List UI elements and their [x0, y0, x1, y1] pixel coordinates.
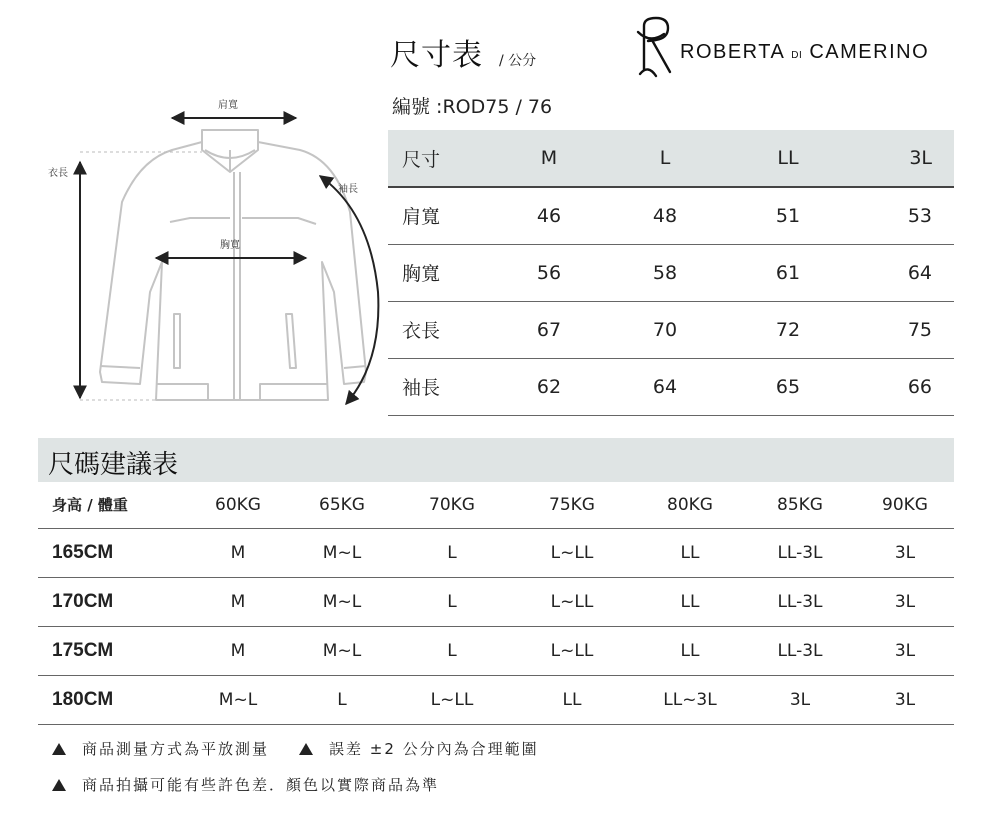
table-cell: L~LL [508, 626, 636, 675]
header-cell: M [506, 130, 592, 187]
table-row [38, 675, 954, 724]
table-cell: 46 [506, 187, 592, 244]
table-row [388, 244, 954, 301]
header-cell: 80KG [636, 482, 744, 528]
header-cell: 75KG [508, 482, 636, 528]
table-cell: M [188, 626, 288, 675]
table-cell: 3L [856, 675, 954, 724]
triangle-bullet-icon [52, 779, 66, 791]
table-cell: 48 [592, 187, 738, 244]
table-cell: 61 [738, 244, 838, 301]
header-cell: 85KG [744, 482, 856, 528]
row-label: 165CM [38, 528, 188, 577]
note-color: 商品拍攝可能有些許色差．顏色以實際商品為準 [82, 776, 440, 794]
table-cell: M~L [288, 626, 396, 675]
table-cell: 53 [838, 187, 954, 244]
header-cell: 3L [838, 130, 954, 187]
table-cell: 67 [506, 301, 592, 358]
brand-name [680, 41, 929, 64]
table-row [388, 301, 954, 358]
recommend-title: 尺碼建議表 [48, 450, 179, 480]
table-cell: LL [636, 528, 744, 577]
diagram-length-label: 衣長 [48, 168, 68, 179]
table-cell: 3L [856, 626, 954, 675]
header-cell: L [592, 130, 738, 187]
table-row [38, 528, 954, 577]
table-cell: LL-3L [744, 577, 856, 626]
table-cell: 65 [738, 358, 838, 415]
table-cell: L~LL [508, 577, 636, 626]
unit-label: / 公分 [499, 53, 537, 69]
table-cell: 64 [838, 244, 954, 301]
page-title-group [390, 30, 536, 74]
triangle-bullet-icon [52, 743, 66, 755]
row-label: 175CM [38, 626, 188, 675]
brand-name-a: ROBERTA [680, 41, 785, 63]
diagram-chest-label: 胸寬 [220, 240, 240, 251]
table-cell: 64 [592, 358, 738, 415]
header-cell: 身高 / 體重 [38, 482, 188, 528]
table-cell: LL [636, 577, 744, 626]
table-cell: L [396, 528, 508, 577]
table-row [38, 577, 954, 626]
table-cell: LL [636, 626, 744, 675]
table-cell: 51 [738, 187, 838, 244]
header-cell: 60KG [188, 482, 288, 528]
row-label: 衣長 [388, 301, 506, 358]
table-cell: 58 [592, 244, 738, 301]
table-cell: L [396, 577, 508, 626]
note-tolerance: 誤差 ±2 公分內為合理範圍 [329, 740, 539, 758]
row-label: 胸寬 [388, 244, 506, 301]
table-cell: LL~3L [636, 675, 744, 724]
diagram-sleeve-label: 袖長 [338, 184, 358, 195]
table-cell: 3L [856, 528, 954, 577]
note-measure: 商品測量方式為平放測量 [82, 740, 270, 758]
row-label: 180CM [38, 675, 188, 724]
table-cell: L~LL [508, 528, 636, 577]
table-cell: L [396, 626, 508, 675]
table-cell: M [188, 577, 288, 626]
size-table [388, 130, 954, 416]
header-cell: 90KG [856, 482, 954, 528]
table-cell: 62 [506, 358, 592, 415]
triangle-bullet-icon [299, 743, 313, 755]
header-cell: 70KG [396, 482, 508, 528]
diagram-shoulder-label: 肩寬 [218, 100, 238, 111]
table-cell: LL-3L [744, 626, 856, 675]
table-row [38, 626, 954, 675]
model-number: 編號 :ROD75 / 76 [392, 96, 553, 118]
table-row [388, 358, 954, 415]
table-cell: 66 [838, 358, 954, 415]
jacket-measurement-diagram [30, 92, 380, 422]
jacket-outline-icon [100, 130, 366, 400]
brand-name-b: CAMERINO [809, 41, 930, 63]
table-cell: M [188, 528, 288, 577]
table-cell: 3L [856, 577, 954, 626]
table-cell: 56 [506, 244, 592, 301]
table-cell: M~L [188, 675, 288, 724]
header-cell: 65KG [288, 482, 396, 528]
row-label: 肩寬 [388, 187, 506, 244]
table-cell: M~L [288, 577, 396, 626]
table-cell: LL [508, 675, 636, 724]
table-cell: 75 [838, 301, 954, 358]
recommend-header [38, 482, 954, 528]
table-cell: M~L [288, 528, 396, 577]
header-cell: 尺寸 [388, 130, 506, 187]
note-line-1 [52, 738, 539, 759]
table-cell: 72 [738, 301, 838, 358]
table-cell: 3L [744, 675, 856, 724]
header-cell: LL [738, 130, 838, 187]
table-cell: L [288, 675, 396, 724]
size-table-header [388, 130, 954, 187]
table-cell: 70 [592, 301, 738, 358]
table-row [388, 187, 954, 244]
row-label: 袖長 [388, 358, 506, 415]
brand-name-di: DI [791, 50, 803, 61]
table-cell: L~LL [396, 675, 508, 724]
page-title: 尺寸表 [390, 38, 483, 73]
table-cell: LL-3L [744, 528, 856, 577]
row-label: 170CM [38, 577, 188, 626]
recommend-table [38, 482, 954, 725]
note-line-2 [52, 774, 439, 795]
